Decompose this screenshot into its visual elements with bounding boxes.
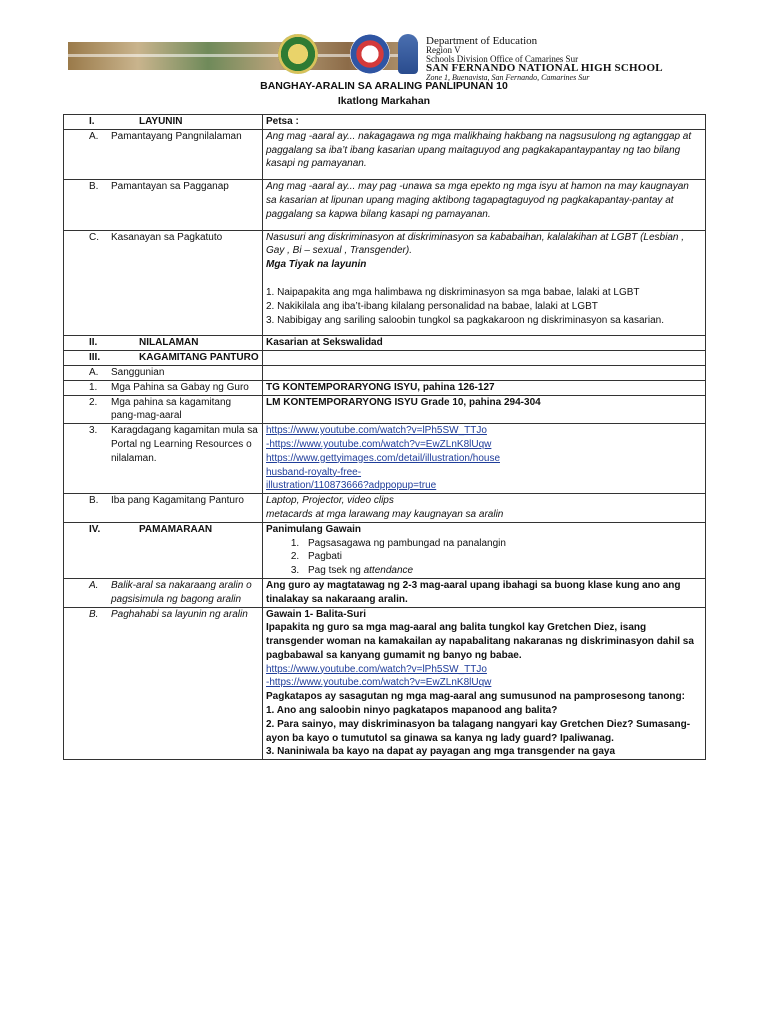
list-item-text: Pag tsek ng [308, 565, 364, 577]
cell-label [64, 351, 263, 366]
row-label: Kasanayan sa Pagkatuto [111, 231, 223, 243]
objective-3: 3. Nabibigay ang sariling saloobin tungkol sa pagkakaroon ng diskriminasyon sa kasarian. [266, 314, 665, 326]
document-title: BANGHAY-ARALIN SA ARALING PANLIPUNAN 10 [260, 80, 508, 92]
youtube-link-2[interactable]: -https://www.youtube.com/watch?v=EwZLnK8lUqw [266, 438, 492, 450]
cell-label [64, 129, 263, 179]
list-item [302, 564, 702, 578]
row-number: II. [89, 337, 98, 349]
row-number: B. [89, 181, 99, 193]
row-number: IV. [89, 523, 101, 535]
youtube-link-1[interactable]: https://www.youtube.com/watch?v=lPh5SW_TTJo [266, 663, 487, 675]
cell-label [64, 395, 263, 424]
row-number: C. [89, 231, 99, 243]
youtube-link-2[interactable]: -https://www.youtube.com/watch?v=EwZLnK8lUqw [266, 677, 492, 689]
row-label: Mga pahina sa kagamitang pang-mag-aaral [111, 396, 232, 422]
row-number: B. [89, 608, 99, 620]
cell-content [263, 365, 706, 380]
list-item-emphasis: attendance [363, 565, 414, 577]
tiyak-heading: Mga Tiyak na layunin [266, 259, 367, 271]
cell-layunin-label [64, 115, 263, 130]
objective-1: 1. Naipapakita ang mga halimbawa ng diskriminasyon sa mga babae, lalaki at LGBT [266, 286, 640, 298]
row-kagamitang-panturo [64, 351, 706, 366]
cell-label [64, 522, 263, 578]
materials-line-2: metacards at mga larawang may kaugnayan sa aralin [266, 508, 504, 520]
materials-line-1: Laptop, Projector, video clips [266, 495, 394, 507]
gettyimages-link-line-2[interactable]: husband-royalty-free- [266, 466, 362, 478]
lesson-plan-table [63, 114, 706, 760]
cell-content: Ang guro ay magtatawag ng 2-3 mag-aaral upang ibahagi sa buong klase kung ano ang tinalakay sa nakaraang aralin. [263, 578, 706, 607]
list-item: 1. Pagsasagawa ng pambungad na panalangin [302, 537, 702, 551]
row-label: Pamantayan sa Pagganap [111, 181, 229, 193]
content-text: Ang mag -aaral ay... may pag -unawa sa mga epekto ng mga isyu at hamon na may kaugnayan sa kasarian at lipunan upang maging aktibong tagapagtaguyod ng pagkakapantay-pantay at paggalang sa kapwa bilang kasapi ng pamayanan. [266, 181, 689, 220]
gettyimages-link-line-3[interactable]: illustration/110873666?adppopup=true [266, 480, 437, 492]
objective-2: 2. Nakikilala ang iba’t-ibang kilalang personalidad na babae, lalaki at LGBT [266, 300, 598, 312]
cell-label [64, 180, 263, 230]
letterhead [68, 34, 688, 82]
school-seal-icon [278, 34, 318, 74]
row-gabay-ng-guro [64, 380, 706, 395]
panimulang-gawain-list [266, 537, 702, 578]
row-balik-aral [64, 578, 706, 607]
row-layunin [64, 115, 706, 130]
row-number: I. [89, 116, 95, 127]
cell-content: TG KONTEMPORARYONG ISYU, pahina 126-127 [263, 380, 706, 395]
youtube-link-1[interactable]: https://www.youtube.com/watch?v=lPh5SW_TTJo [266, 425, 487, 437]
cell-label [64, 424, 263, 494]
gawain-paragraph-1: Ipapakita ng guro sa mga mag-aaral ang balita tungkol kay Gretchen Diez, isang transgender woman na kamakailan ay napabalitang nakaranas ng diskriminasyon dahil sa pagbabawal sa kanyang gumamit ng banyo ng babae. [266, 622, 694, 661]
gettyimages-link-line-1[interactable]: https://www.gettyimages.com/detail/illustration/house [266, 452, 500, 464]
question-3: 3. Naniniwala ba kayo na dapat ay payagan ang mga transgender na gaya [266, 746, 616, 758]
row-label: Karagdagang kagamitan mula sa Portal ng Learning Resources o nilalaman. [111, 425, 258, 464]
cell-content [263, 424, 706, 494]
cell-content: LM KONTEMPORARYONG ISYU Grade 10, pahina 294-304 [263, 395, 706, 424]
row-kagamitang-pang-mag-aaral [64, 395, 706, 424]
row-label: Iba pang Kagamitang Panturo [111, 495, 244, 507]
cell-content [263, 129, 706, 179]
cell-content [263, 607, 706, 760]
row-number: III. [89, 352, 101, 364]
panimulang-gawain-heading: Panimulang Gawain [266, 523, 362, 535]
cell-content [263, 351, 706, 366]
row-number: 1. [89, 381, 98, 393]
gawain-heading: Gawain 1- Balita-Suri [266, 608, 367, 620]
row-number: A. [89, 579, 99, 591]
cell-content [263, 522, 706, 578]
row-label: Mga Pahina sa Gabay ng Guro [111, 381, 249, 393]
row-label: Pamantayang Pangnilalaman [111, 130, 242, 142]
question-2: 2. Para sainyo, may diskriminasyon ba talagang nangyari kay Gretchen Diez? Sumasang-ayon ba kayo o tumututol sa ginawa sa kanya ng lady guard? Ipaliwanag. [266, 718, 691, 744]
content-text: Ang mag -aaral ay... nakagagawa ng mga malikhaing hakbang na nagsusulong ng agtanggap at paggalang sa iba’t ibang kasarian upang maitaguyod ang pagkakapantaypantay ng tao bilang kasapi ng pamayanan. [266, 130, 692, 170]
row-number: 2. [89, 396, 98, 408]
gawain-paragraph-2: Pagkatapos ay sasagutan ng mga mag-aaral ang sumusunod na pamprosesong tanong: [266, 691, 685, 703]
division-name: Schools Division Office of Camarines Sur [426, 54, 579, 64]
department-name: Department of Education [426, 35, 538, 47]
row-label: Paghahabi sa layunin ng aralin [111, 608, 248, 620]
cell-label [64, 365, 263, 380]
cell-label [64, 494, 263, 523]
content-text: Nasusuri ang diskriminasyon at diskriminasyon sa kababaihan, kalalakihan at LGBT (Lesbian , Gay , Bi – sexual , Transgender). [266, 231, 684, 257]
division-logo-icon [398, 34, 418, 74]
cell-label [64, 578, 263, 607]
row-label: NILALAMAN [139, 337, 199, 349]
row-label: PAMAMARAAN [139, 523, 213, 535]
row-label: Balik-aral sa nakaraang aralin o pagsisimula ng bagong aralin [111, 579, 252, 605]
row-iba-pang-kagamitan [64, 494, 706, 523]
deped-seal-icon [350, 34, 390, 74]
deped-header-text [426, 37, 696, 82]
row-pamamaraan [64, 522, 706, 578]
region-name: Region V [426, 45, 461, 55]
row-paghahabi [64, 607, 706, 760]
row-number: 3. [89, 425, 98, 437]
row-kasanayan [64, 230, 706, 336]
row-sanggunian [64, 365, 706, 380]
row-pamantayang-pangnilalaman [64, 129, 706, 179]
school-name: SAN FERNANDO NATIONAL HIGH SCHOOL [426, 62, 663, 74]
row-label: Sanggunian [111, 366, 165, 378]
cell-label [64, 336, 263, 351]
row-number: A. [89, 130, 99, 142]
row-portal [64, 424, 706, 494]
row-label: LAYUNIN [139, 116, 183, 127]
question-1: 1. Ano ang saloobin ninyo pagkatapos mapanood ang balita? [266, 705, 558, 717]
cell-petsa: Petsa : [263, 115, 706, 130]
row-label: KAGAMITANG PANTURO [139, 352, 259, 364]
cell-label [64, 380, 263, 395]
cell-content [263, 230, 706, 336]
school-address: Zone 1, Buenavista, San Fernando, Camarines Sur [426, 73, 590, 82]
cell-label [64, 230, 263, 336]
list-item: 2. Pagbati [302, 550, 702, 564]
cell-label [64, 607, 263, 760]
row-number: A. [89, 366, 99, 378]
row-number: B. [89, 495, 99, 507]
cell-content: Kasarian at Sekswalidad [263, 336, 706, 351]
row-nilalaman [64, 336, 706, 351]
cell-content [263, 180, 706, 230]
document-subtitle: Ikatlong Markahan [337, 95, 431, 107]
cell-content [263, 494, 706, 523]
row-pamantayan-sa-pagganap [64, 180, 706, 230]
